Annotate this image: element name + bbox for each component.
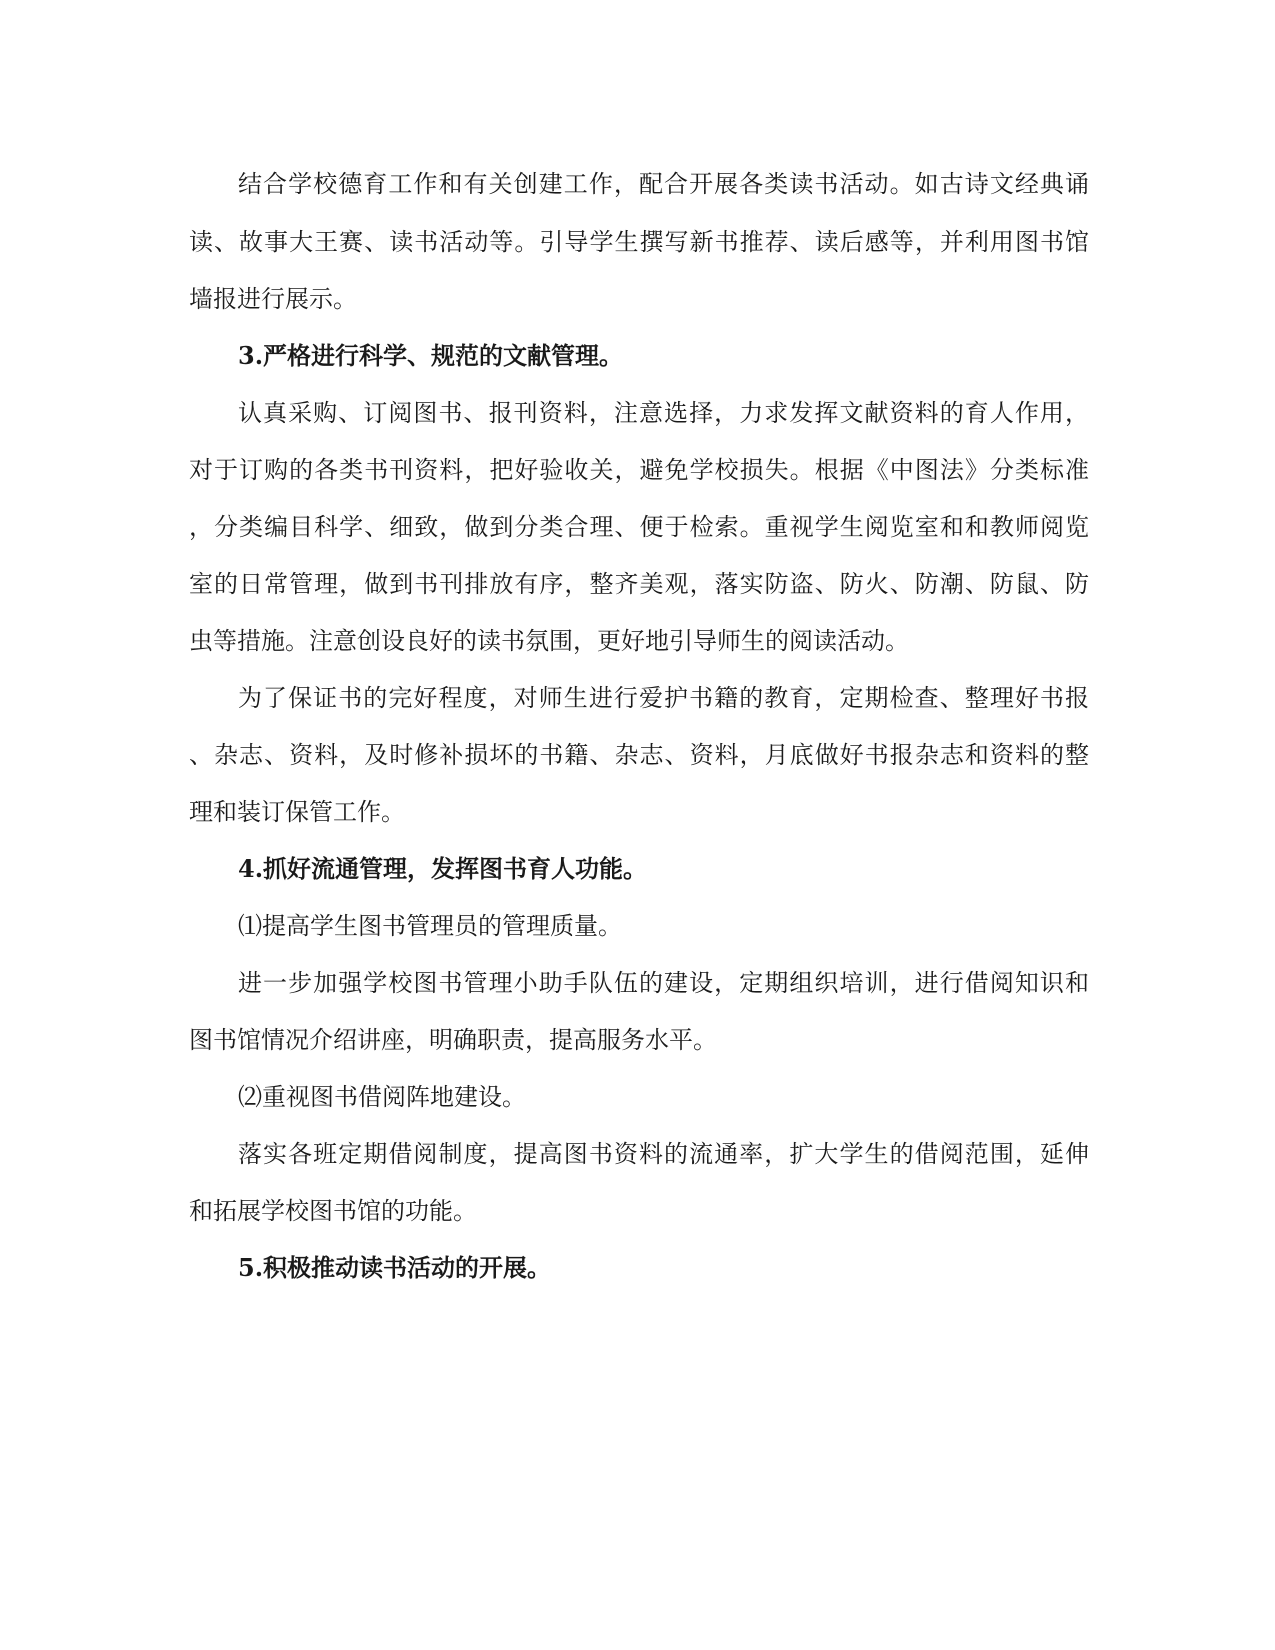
paragraph-5-line-2: 和拓展学校图书馆的功能。 <box>189 1197 477 1225</box>
paragraph-5-line-1: 落实各班定期借阅制度，提高图书资料的流通率，扩大学生的借阅范围，延伸 <box>238 1140 1089 1168</box>
paragraph-4-line-1: 进一步加强学校图书管理小助手队伍的建设，定期组织培训，进行借阅知识和 <box>238 969 1089 997</box>
subheading-2: ⑵重视图书借阅阵地建设。 <box>238 1083 526 1111</box>
section-heading-4: 4.抓好流通管理，发挥图书育人功能。 <box>238 854 648 883</box>
paragraph-1-line-3: 墙报进行展示。 <box>189 285 357 313</box>
paragraph-3-line-2: 、杂志、资料，及时修补损坏的书籍、杂志、资料，月底做好书报杂志和资料的整 <box>189 741 1089 769</box>
paragraph-2-line-5: 虫等措施。注意创设良好的读书氛围，更好地引导师生的阅读活动。 <box>189 627 909 655</box>
paragraph-1-line-2: 读、故事大王赛、读书活动等。引导学生撰写新书推荐、读后感等，并利用图书馆 <box>189 228 1089 256</box>
paragraph-2-line-2: 对于订购的各类书刊资料，把好验收关，避免学校损失。根据《中图法》分类标准 <box>189 456 1089 484</box>
paragraph-3-line-3: 理和装订保管工作。 <box>189 798 405 826</box>
paragraph-2-line-4: 室的日常管理，做到书刊排放有序，整齐美观，落实防盗、防火、防潮、防鼠、防 <box>189 570 1089 598</box>
paragraph-1-line-1: 结合学校德育工作和有关创建工作，配合开展各类读书活动。如古诗文经典诵 <box>238 170 1089 198</box>
paragraph-3-line-1: 为了保证书的完好程度，对师生进行爱护书籍的教育，定期检查、整理好书报 <box>238 684 1089 712</box>
section-heading-3: 3.严格进行科学、规范的文献管理。 <box>238 341 624 370</box>
section-heading-5: 5.积极推动读书活动的开展。 <box>238 1253 552 1282</box>
paragraph-2-line-3: ，分类编目科学、细致，做到分类合理、便于检索。重视学生阅览室和和教师阅览 <box>189 513 1089 541</box>
subheading-1: ⑴提高学生图书管理员的管理质量。 <box>238 912 622 940</box>
paragraph-2-line-1: 认真采购、订阅图书、报刊资料，注意选择，力求发挥文献资料的育人作用， <box>238 399 1089 427</box>
paragraph-4-line-2: 图书馆情况介绍讲座，明确职责，提高服务水平。 <box>189 1026 717 1054</box>
